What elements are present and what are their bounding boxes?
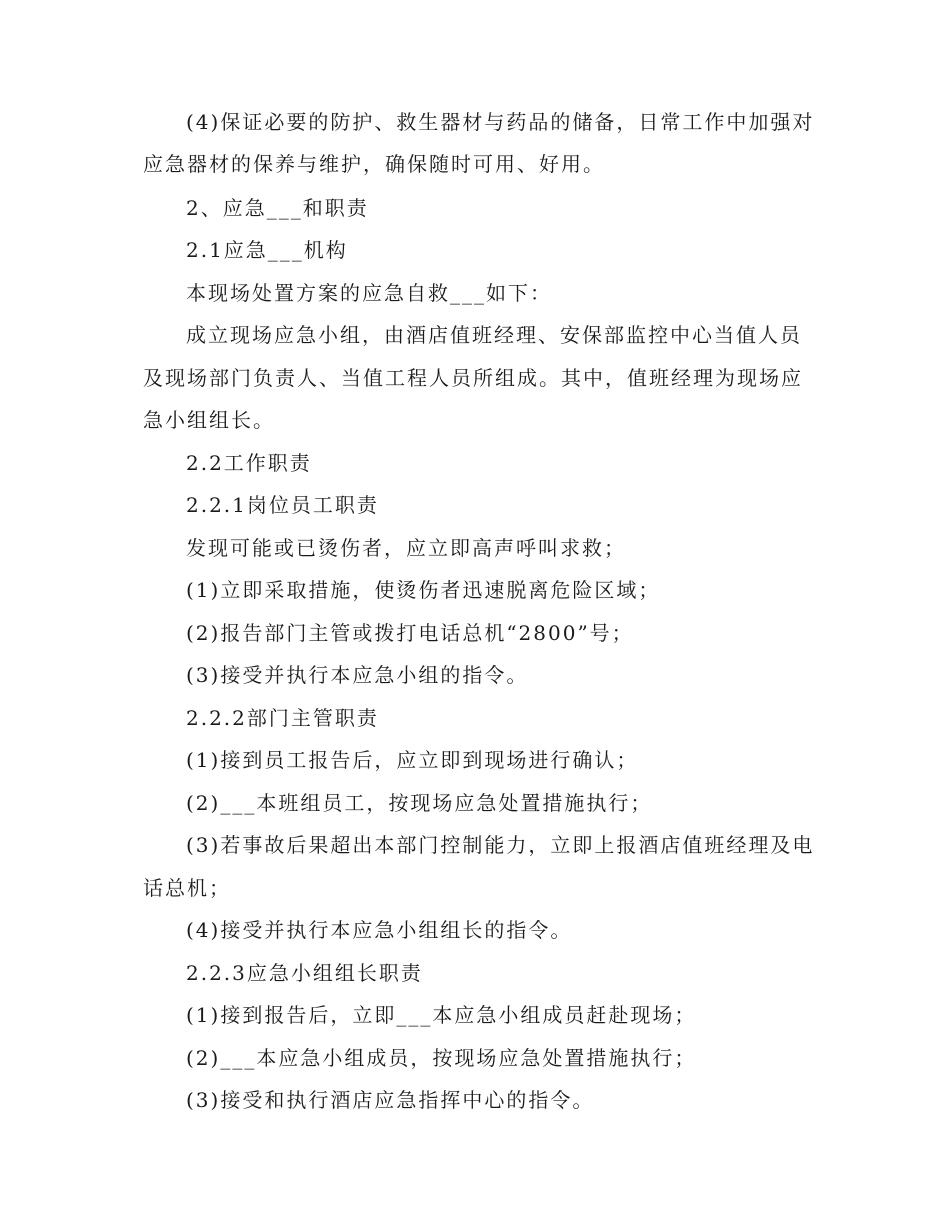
paragraph-line: 成立现场应急小组，由酒店值班经理、安保部监控中心当值人员 <box>186 323 802 347</box>
subsection-heading: 2.2.3应急小组组长职责 <box>186 961 423 985</box>
subsection-heading: 2.2.2部门主管职责 <box>186 706 379 730</box>
list-item: (2)___本班组员工，按现场应急处置措施执行； <box>186 791 653 815</box>
subsection-heading: 2.1应急___机构 <box>186 238 348 262</box>
paragraph-line: 急小组组长。 <box>143 408 275 432</box>
paragraph-line: 发现可能或已烫伤者，应立即高声呼叫求救； <box>186 536 626 560</box>
subsection-heading: 2.2工作职责 <box>186 451 312 475</box>
list-item: (1)接到报告后，立即___本应急小组成员赶赴现场； <box>186 1003 697 1027</box>
list-item: (1)接到员工报告后，应立即到现场进行确认； <box>186 748 639 772</box>
list-item: (3)接受并执行本应急小组的指令。 <box>186 663 529 687</box>
list-item: (2)报告部门主管或拨打电话总机“2800”号； <box>186 621 634 645</box>
paragraph-line: 本现场处置方案的应急自救___如下： <box>186 281 552 305</box>
list-item: (1)立即采取措施，使烫伤者迅速脱离危险区域； <box>186 578 661 602</box>
list-item: (4)接受并执行本应急小组组长的指令。 <box>186 918 573 942</box>
paragraph-line: 及现场部门负责人、当值工程人员所组成。其中，值班经理为现场应 <box>143 366 803 390</box>
list-item: (2)___本应急小组成员，按现场应急处置措施执行； <box>186 1046 697 1070</box>
list-item-continuation: 话总机； <box>143 876 231 900</box>
paragraph-line: (4)保证必要的防护、救生器材与药品的储备，日常工作中加强对 <box>186 110 815 134</box>
list-item: (3)若事故后果超出本部门控制能力，立即上报酒店值班经理及电 <box>186 833 815 857</box>
list-item: (3)接受和执行酒店应急指挥中心的指令。 <box>186 1088 595 1112</box>
section-heading: 2、应急___和职责 <box>186 196 369 220</box>
paragraph-line: 应急器材的保养与维护，确保随时可用、好用。 <box>143 152 605 176</box>
subsection-heading: 2.2.1岗位员工职责 <box>186 493 379 517</box>
